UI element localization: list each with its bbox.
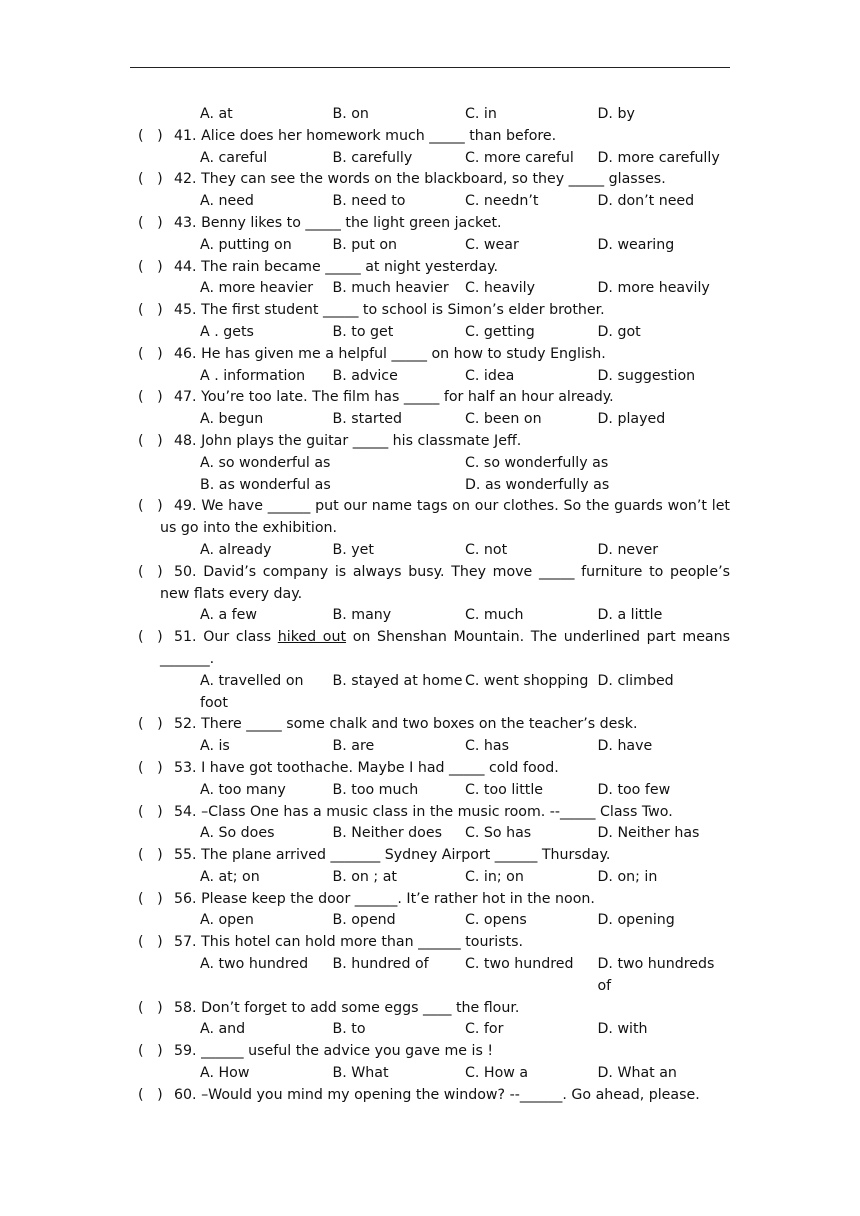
question-text: 42. They can see the words on the blackboard, so they _____ glasses.: [174, 171, 666, 188]
question-text: 51. Our class: [174, 629, 278, 646]
option-a: A. at: [200, 106, 233, 122]
option-b: B. opend: [332, 912, 396, 929]
header-rule: [130, 67, 730, 68]
option-a: A. and: [200, 1021, 246, 1038]
option-d: D. opening: [597, 912, 675, 929]
options-row-57: [200, 954, 730, 998]
option-b: B. What: [332, 1065, 389, 1082]
option-c: C. has: [465, 738, 510, 755]
option-d: D. more carefully: [597, 149, 720, 166]
option-d: D. more heavily: [597, 280, 710, 297]
option-c: C. opens: [465, 912, 527, 929]
option-a: A. already: [200, 541, 272, 558]
option-c: C. needn’t: [465, 193, 539, 210]
option-c: C. in; on: [465, 868, 524, 885]
question-44: [138, 257, 730, 279]
option-a: A. How: [200, 1065, 250, 1082]
question-55: [138, 845, 730, 867]
option-b: B. to: [332, 1021, 366, 1038]
option-b: B. hundred of: [332, 956, 429, 973]
answer-blank[interactable]: ( ): [138, 1086, 163, 1103]
answer-blank[interactable]: ( ): [138, 498, 163, 515]
options-row-55: [200, 867, 730, 889]
question-text: 55. The plane arrived _______ Sydney Airport ______ Thursday.: [174, 847, 611, 864]
option-b: B. need to: [332, 193, 406, 210]
question-42: [138, 169, 730, 191]
answer-blank[interactable]: ( ): [138, 389, 163, 406]
answer-blank[interactable]: ( ): [138, 999, 163, 1016]
option-d: D. never: [597, 541, 659, 558]
question-text: 49. We have ______ put our name tags on our clothes. So the guards won’t let us go into the exhibition.: [160, 498, 730, 537]
option-b: B. started: [332, 411, 403, 428]
question-47: [138, 387, 730, 409]
option-c: C. not: [465, 541, 508, 558]
answer-blank[interactable]: ( ): [138, 803, 163, 820]
option-item: B. as wonderful as: [200, 476, 331, 493]
option-a: A. open: [200, 912, 254, 929]
options-row-48-2: [200, 475, 730, 497]
options-row-56: [200, 910, 730, 932]
option-a: A . gets: [200, 323, 254, 340]
question-48: [138, 431, 730, 453]
option-b: B. stayed at home: [332, 672, 463, 689]
answer-blank[interactable]: ( ): [138, 716, 163, 733]
answer-blank[interactable]: ( ): [138, 563, 163, 580]
option-c: C. getting: [465, 323, 535, 340]
option-b: B. yet: [332, 541, 374, 558]
options-row-44: [200, 278, 730, 300]
option-b: B. to get: [332, 323, 394, 340]
answer-blank[interactable]: ( ): [138, 258, 163, 275]
option-d: D. don’t need: [597, 193, 695, 210]
option-a: A. begun: [200, 411, 264, 428]
question-50: [138, 562, 730, 606]
answer-blank[interactable]: ( ): [138, 890, 163, 907]
option-c: C. been on: [465, 411, 542, 428]
answer-blank[interactable]: ( ): [138, 1043, 163, 1060]
option-d: D. on; in: [597, 868, 658, 885]
option-a: A. careful: [200, 149, 268, 166]
option-d: D. by: [597, 106, 635, 122]
options-row-46: [200, 366, 730, 388]
option-b: B. are: [332, 738, 375, 755]
option-d: D. Neither has: [597, 825, 700, 842]
option-c: C. two hundred: [465, 956, 574, 973]
answer-blank[interactable]: ( ): [138, 345, 163, 362]
option-d: D. played: [597, 411, 666, 428]
question-text: 46. He has given me a helpful _____ on how to study English.: [174, 345, 606, 362]
option-c: C. heavily: [465, 280, 536, 297]
question-text: 44. The rain became _____ at night yesterday.: [174, 258, 498, 275]
question-41: [138, 126, 730, 148]
question-58: [138, 998, 730, 1020]
option-a: A. is: [200, 738, 230, 755]
option-d: D. suggestion: [597, 367, 696, 384]
options-row-48-1: [200, 453, 730, 475]
question-text: 58. Don’t forget to add some eggs ____ the flour.: [174, 999, 520, 1016]
option-b: B. many: [332, 607, 392, 624]
option-a: A. too many: [200, 781, 286, 798]
option-d: D. climbed: [597, 672, 674, 689]
option-a: A. more heavier: [200, 280, 314, 297]
option-d: D. too few: [597, 781, 671, 798]
option-a: A. travelled on foot: [200, 672, 304, 711]
question-46: [138, 344, 730, 366]
question-text: 56. Please keep the door ______. It’e rather hot in the noon.: [174, 890, 595, 907]
option-d: D. have: [597, 738, 653, 755]
options-row-59: [200, 1063, 730, 1085]
question-text-rest: on Shenshan Mountain. The underlined part means _______.: [160, 629, 731, 667]
option-c: C. idea: [465, 367, 515, 384]
answer-blank[interactable]: ( ): [138, 759, 163, 776]
options-row-51: [200, 671, 730, 715]
question-text: 50. David’s company is always busy. They move _____ furniture to people’s new flats every day.: [160, 563, 730, 602]
option-b: B. much heavier: [332, 280, 449, 297]
option-c: C. more careful: [465, 149, 574, 166]
option-a: A . information: [200, 367, 306, 384]
option-c: C. for: [465, 1021, 504, 1038]
options-row-53: [200, 780, 730, 802]
option-a: A. need: [200, 193, 254, 210]
option-d: D. wearing: [597, 236, 675, 253]
options-row-42: [200, 191, 730, 213]
options-row-52: [200, 736, 730, 758]
option-c: C. wear: [465, 236, 519, 253]
option-item: A. so wonderful as: [200, 454, 331, 471]
question-59: [138, 1041, 730, 1063]
option-a: A. So does: [200, 825, 275, 842]
question-51: [138, 627, 730, 671]
question-text: 52. There _____ some chalk and two boxes on the teacher’s desk.: [174, 716, 638, 733]
option-item: C. so wonderfully as: [465, 454, 609, 471]
options-row-49: [200, 540, 730, 562]
question-text: 43. Benny likes to _____ the light green jacket.: [174, 214, 502, 231]
question-text: 53. I have got toothache. Maybe I had _____ cold food.: [174, 759, 559, 776]
question-text: 60. –Would you mind my opening the window? --______. Go ahead, please.: [174, 1086, 700, 1103]
option-c: C. too little: [465, 781, 544, 798]
options-row-45: [200, 322, 730, 344]
question-57: [138, 932, 730, 954]
option-d: D. What an: [597, 1065, 677, 1082]
question-56: [138, 889, 730, 911]
question-49: [138, 496, 730, 540]
option-d: D. a little: [597, 607, 663, 624]
option-c: C. How a: [465, 1065, 529, 1082]
question-60: [138, 1085, 730, 1107]
answer-blank[interactable]: ( ): [138, 127, 163, 144]
answer-blank[interactable]: ( ): [138, 934, 163, 951]
option-c: C. went shopping: [465, 672, 589, 689]
question-text: 59. ______ useful the advice you gave me is !: [174, 1043, 494, 1060]
question-text: 48. John plays the guitar _____ his classmate Jeff.: [174, 432, 522, 449]
option-b: B. on: [332, 106, 369, 122]
answer-blank[interactable]: ( ): [138, 629, 163, 646]
question-43: [138, 213, 730, 235]
option-b: B. on ; at: [332, 868, 397, 885]
answer-blank[interactable]: ( ): [138, 432, 163, 449]
option-d: D. got: [597, 323, 641, 340]
question-54: [138, 802, 730, 824]
options-row-40: [200, 104, 730, 126]
options-row-43: [200, 235, 730, 257]
option-a: A. putting on: [200, 236, 292, 253]
question-53: [138, 758, 730, 780]
option-b: B. too much: [332, 781, 419, 798]
question-text: 54. –Class One has a music class in the music room. --_____ Class Two.: [174, 803, 673, 820]
option-d: D. two hundreds of: [597, 956, 715, 994]
answer-blank[interactable]: ( ): [138, 171, 163, 188]
question-45: [138, 300, 730, 322]
option-b: B. put on: [332, 236, 397, 253]
option-c: C. So has: [465, 825, 532, 842]
option-a: A. two hundred: [200, 956, 309, 973]
answer-blank[interactable]: ( ): [138, 847, 163, 864]
answer-blank[interactable]: ( ): [138, 302, 163, 319]
options-row-41: [200, 148, 730, 170]
question-list: [138, 104, 730, 1107]
option-a: A. a few: [200, 607, 258, 624]
options-row-50: [200, 605, 730, 627]
option-b: B. advice: [332, 367, 398, 384]
options-row-47: [200, 409, 730, 431]
option-item: D. as wonderfully as: [465, 476, 610, 493]
question-text: 45. The first student _____ to school is Simon’s elder brother.: [174, 302, 605, 319]
option-d: D. with: [597, 1021, 648, 1038]
question-text: 57. This hotel can hold more than ______ tourists.: [174, 934, 524, 951]
option-c: C. much: [465, 607, 524, 624]
question-52: [138, 714, 730, 736]
answer-blank[interactable]: ( ): [138, 214, 163, 231]
question-text: 47. You’re too late. The film has _____ for half an hour already.: [174, 389, 614, 406]
options-row-58: [200, 1019, 730, 1041]
option-b: B. carefully: [332, 149, 413, 166]
underlined-phrase: hiked out: [277, 629, 347, 646]
question-text: 41. Alice does her homework much _____ than before.: [174, 127, 557, 144]
options-row-54: [200, 823, 730, 845]
option-c: C. in: [465, 106, 497, 122]
option-a: A. at; on: [200, 868, 260, 885]
option-b: B. Neither does: [332, 825, 442, 842]
